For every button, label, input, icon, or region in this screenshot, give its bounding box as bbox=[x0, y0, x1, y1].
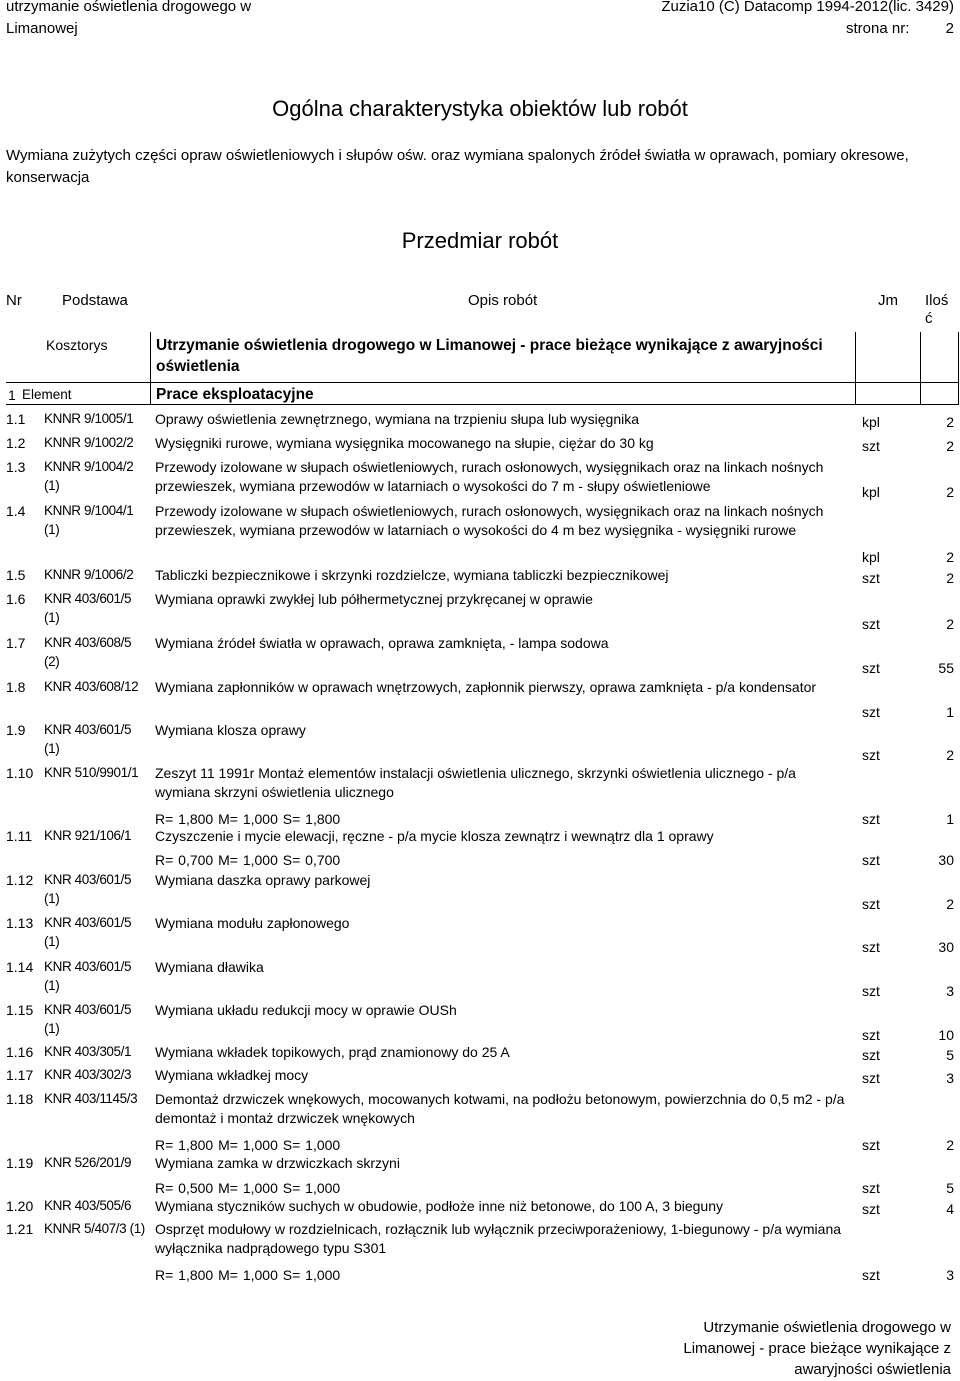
grid-line bbox=[958, 332, 959, 405]
row-opis: Osprzęt modułowy w rozdzielnicach, rozłącznik lub wyłącznik przeciwporażeniowy, 1-biegunowy - p/a wymiana wyłącznika nadprądowego typu S301 bbox=[155, 1221, 842, 1256]
row-opis: Wymiana styczników suchych w obudowie, podłoże inne niż betonowe, do 100 A, 3 bieguny bbox=[155, 1198, 723, 1214]
row-rms: R= 0,700 M= 1,000 S= 0,700 bbox=[155, 851, 341, 868]
row-nr: 1.14 bbox=[6, 959, 34, 975]
row-podstawa: KNR 510/9901/1 bbox=[44, 765, 139, 780]
row-nr: 1.13 bbox=[6, 915, 34, 931]
row-nr: 1.15 bbox=[6, 1002, 34, 1018]
footer-line3: awaryjności oświetlenia bbox=[794, 1361, 951, 1378]
row-rms: R= 1,800 M= 1,000 S= 1,000 bbox=[155, 1266, 341, 1283]
row-opis: Oprawy oświetlenia zewnętrznego, wymiana na trzpieniu słupa lub wysięgnika bbox=[155, 411, 640, 427]
row-nr: 1.21 bbox=[6, 1221, 34, 1237]
row-nr: 1.17 bbox=[6, 1067, 34, 1083]
row-ilosc: 5 bbox=[946, 1046, 954, 1063]
grid-line bbox=[920, 332, 921, 405]
row-opis: Wymiana dławika bbox=[155, 959, 264, 975]
row-jm: szt bbox=[862, 895, 880, 912]
row-ilosc: 2 bbox=[946, 483, 954, 500]
row-jm: kpl bbox=[862, 483, 880, 500]
row-nr: 1.11 bbox=[6, 828, 33, 844]
row-ilosc: 3 bbox=[946, 1266, 954, 1283]
row-jm: szt bbox=[862, 703, 880, 720]
row-jm: szt bbox=[862, 1069, 880, 1086]
row-jm: szt bbox=[862, 746, 880, 763]
row-ilosc: 2 bbox=[946, 437, 954, 454]
grid-line bbox=[6, 404, 959, 405]
row-opis: Wymiana układu redukcji mocy w oprawie OUSh bbox=[155, 1002, 457, 1018]
row-podstawa: KNR 403/302/3 bbox=[44, 1067, 132, 1082]
row-opis: Wysięgniki rurowe, wymiana wysięgnika mocowanego na słupie, ciężar do 30 kg bbox=[155, 435, 654, 451]
row-opis: Przewody izolowane w słupach oświetleniowych, rurach osłonowych, wysięgnikach oraz na linkach nośnych przewieszek, wymiana przewodów w latarniach o wysokości do 4 m bez wysięgnika - wysięgniki rurowe bbox=[155, 503, 824, 538]
row-jm: szt bbox=[862, 1026, 880, 1043]
row-ilosc: 3 bbox=[946, 982, 954, 999]
row-opis: Wymiana klosza oprawy bbox=[155, 722, 306, 738]
row-opis: Demontaż drzwiczek wnękowych, mocowanych kotwami, na podłożu betonowym, powierzchnia do 0,5 m2 - p/a demontaż i montaż drzwiczek wnękowych bbox=[155, 1091, 845, 1126]
row-ilosc: 2 bbox=[946, 746, 954, 763]
row-jm: szt bbox=[862, 615, 880, 632]
row-nr: 1.19 bbox=[6, 1155, 34, 1171]
col-header-opis: Opis robót bbox=[468, 292, 538, 309]
row-jm: szt bbox=[862, 1266, 880, 1283]
row-opis: Wymiana wkładek topikowych, prąd znamionowy do 25 A bbox=[155, 1044, 510, 1060]
header-page-number: 2 bbox=[945, 20, 954, 37]
header-software-info: Zuzia10 (C) Datacomp 1994-2012(lic. 3429) bbox=[661, 0, 954, 15]
row-opis: Wymiana daszka oprawy parkowej bbox=[155, 872, 371, 888]
row-jm: szt bbox=[862, 938, 880, 955]
row-nr: 1.20 bbox=[6, 1198, 34, 1214]
row-podstawa: KNR 403/1145/3 bbox=[44, 1091, 138, 1106]
row-podstawa: KNR 403/601/5 (1) bbox=[44, 872, 132, 906]
row-nr: 1.12 bbox=[6, 872, 34, 888]
footer-line2: Limanowej - prace bieżące wynikające z bbox=[683, 1340, 951, 1357]
header-doc-title: utrzymanie oświetlenia drogowego w bbox=[6, 0, 252, 15]
row-ilosc: 3 bbox=[946, 1069, 954, 1086]
row-rms: R= 1,800 M= 1,000 S= 1,000 bbox=[155, 1136, 341, 1153]
row-jm: szt bbox=[862, 1179, 880, 1196]
row-ilosc: 55 bbox=[938, 659, 954, 676]
row-opis: Wymiana modułu zapłonowego bbox=[155, 915, 350, 931]
grid-line bbox=[855, 332, 856, 405]
col-header-nr: Nr bbox=[6, 292, 22, 309]
kosztorys-label: Kosztorys bbox=[46, 337, 108, 353]
row-podstawa: KNNR 9/1005/1 bbox=[44, 411, 134, 426]
row-jm: szt bbox=[862, 659, 880, 676]
grid-line bbox=[150, 332, 151, 405]
row-podstawa: KNNR 9/1006/2 bbox=[44, 567, 134, 582]
row-podstawa: KNR 403/608/12 bbox=[44, 679, 139, 694]
row-nr: 1.6 bbox=[6, 591, 26, 607]
row-ilosc: 2 bbox=[946, 413, 954, 430]
row-ilosc: 1 bbox=[946, 810, 954, 827]
row-ilosc: 2 bbox=[946, 548, 954, 565]
row-podstawa: KNR 921/106/1 bbox=[44, 828, 132, 843]
row-opis: Wymiana źródeł światła w oprawach, oprawa zamknięta, - lampa sodowa bbox=[155, 635, 609, 651]
col-header-podstawa: Podstawa bbox=[62, 292, 128, 309]
row-jm: szt bbox=[862, 1046, 880, 1063]
row-opis: Czyszczenie i mycie elewacji, ręczne - p/a mycie klosza zewnątrz i wewnątrz dla 1 oprawy bbox=[155, 828, 714, 844]
row-opis: Wymiana zapłonników w oprawach wnętrzowych, zapłonnik pierwszy, oprawa zamknięta - p/a kondensator bbox=[155, 679, 817, 695]
row-podstawa: KNR 403/505/6 bbox=[44, 1198, 132, 1213]
footer-line1: Utrzymanie oświetlenia drogowego w bbox=[703, 1319, 951, 1336]
row-nr: 1.10 bbox=[6, 765, 34, 781]
element-nr: 1 bbox=[8, 387, 16, 403]
row-ilosc: 2 bbox=[946, 569, 954, 586]
row-jm: szt bbox=[862, 1136, 880, 1153]
row-nr: 1.16 bbox=[6, 1044, 34, 1060]
header-page-label: strona nr: bbox=[846, 20, 910, 37]
row-podstawa: KNR 403/601/5 (1) bbox=[44, 915, 132, 949]
row-nr: 1.7 bbox=[6, 635, 26, 651]
element-label: Element bbox=[22, 387, 72, 402]
element-title: Prace eksploatacyjne bbox=[156, 386, 314, 403]
row-ilosc: 5 bbox=[946, 1179, 954, 1196]
row-opis: Tabliczki bezpiecznikowe i skrzynki rozdzielcze, wymiana tabliczki bezpiecznikowej bbox=[155, 567, 669, 583]
row-jm: szt bbox=[862, 982, 880, 999]
row-opis: Wymiana wkładkej mocy bbox=[155, 1067, 309, 1083]
row-ilosc: 10 bbox=[938, 1026, 954, 1043]
row-podstawa: KNNR 9/1004/1 (1) bbox=[44, 503, 134, 537]
grid-line bbox=[6, 382, 959, 383]
row-ilosc: 2 bbox=[946, 1136, 954, 1153]
col-header-jm: Jm bbox=[878, 292, 898, 309]
row-podstawa: KNR 403/601/5 (1) bbox=[44, 1002, 132, 1036]
row-ilosc: 1 bbox=[946, 703, 954, 720]
row-nr: 1.1 bbox=[6, 411, 26, 427]
row-podstawa: KNNR 9/1002/2 bbox=[44, 435, 134, 450]
row-podstawa: KNR 403/601/5 (1) bbox=[44, 591, 132, 625]
row-nr: 1.2 bbox=[6, 435, 26, 451]
row-jm: szt bbox=[862, 851, 880, 868]
row-podstawa: KNR 403/305/1 bbox=[44, 1044, 132, 1059]
header-doc-location: Limanowej bbox=[6, 20, 78, 37]
col-header-ilosc: Ilość bbox=[925, 292, 949, 327]
kosztorys-title: Utrzymanie oświetlenia drogowego w Limanowej - prace bieżące wynikające z awaryjności oświetlenia bbox=[156, 337, 823, 375]
row-nr: 1.18 bbox=[6, 1091, 34, 1107]
row-rms: R= 1,800 M= 1,000 S= 1,800 bbox=[155, 810, 341, 827]
row-opis: Przewody izolowane w słupach oświetleniowych, rurach osłonowych, wysięgnikach oraz na linkach nośnych przewieszek, wymiana przewodów w latarniach o wysokości do 7 m - słupy oświetleniowe bbox=[155, 459, 824, 494]
row-jm: kpl bbox=[862, 413, 880, 430]
row-nr: 1.5 bbox=[6, 567, 26, 583]
page-title: Ogólna charakterystyka obiektów lub robót bbox=[272, 96, 688, 121]
row-opis: Zeszyt 11 1991r Montaż elementów instalacji oświetlenia ulicznego, skrzynki oświetlenia ulicznego - p/a wymiana skrzyni oświetlenia ulicznego bbox=[155, 765, 796, 800]
row-podstawa: KNR 403/608/5 (2) bbox=[44, 635, 132, 669]
row-ilosc: 30 bbox=[938, 851, 954, 868]
row-podstawa: KNR 403/601/5 (1) bbox=[44, 959, 132, 993]
row-jm: szt bbox=[862, 1200, 880, 1217]
row-nr: 1.3 bbox=[6, 459, 26, 475]
row-ilosc: 2 bbox=[946, 615, 954, 632]
row-nr: 1.4 bbox=[6, 503, 26, 519]
row-jm: szt bbox=[862, 437, 880, 454]
row-nr: 1.9 bbox=[6, 722, 26, 738]
row-nr: 1.8 bbox=[6, 679, 26, 695]
section-title: Przedmiar robót bbox=[401, 228, 559, 253]
description: Wymiana zużytych części opraw oświetleniowych i słupów ośw. oraz wymiana spalonych źródeł światła w oprawach, pomiary okresowe, konserwacja bbox=[6, 147, 909, 186]
row-jm: kpl bbox=[862, 548, 880, 565]
row-jm: szt bbox=[862, 569, 880, 586]
row-podstawa: KNNR 9/1004/2 (1) bbox=[44, 459, 134, 493]
row-jm: szt bbox=[862, 810, 880, 827]
row-rms: R= 0,500 M= 1,000 S= 1,000 bbox=[155, 1179, 341, 1196]
row-ilosc: 2 bbox=[946, 895, 954, 912]
row-podstawa: KNR 526/201/9 bbox=[44, 1155, 132, 1170]
row-opis: Wymiana zamka w drzwiczkach skrzyni bbox=[155, 1155, 400, 1171]
row-opis: Wymiana oprawki zwykłej lub półhermetycznej przykręcanej w oprawie bbox=[155, 591, 593, 607]
row-podstawa: KNR 403/601/5 (1) bbox=[44, 722, 132, 756]
row-podstawa: KNNR 5/407/3 (1) bbox=[44, 1221, 145, 1236]
row-ilosc: 30 bbox=[938, 938, 954, 955]
row-ilosc: 4 bbox=[946, 1200, 954, 1217]
